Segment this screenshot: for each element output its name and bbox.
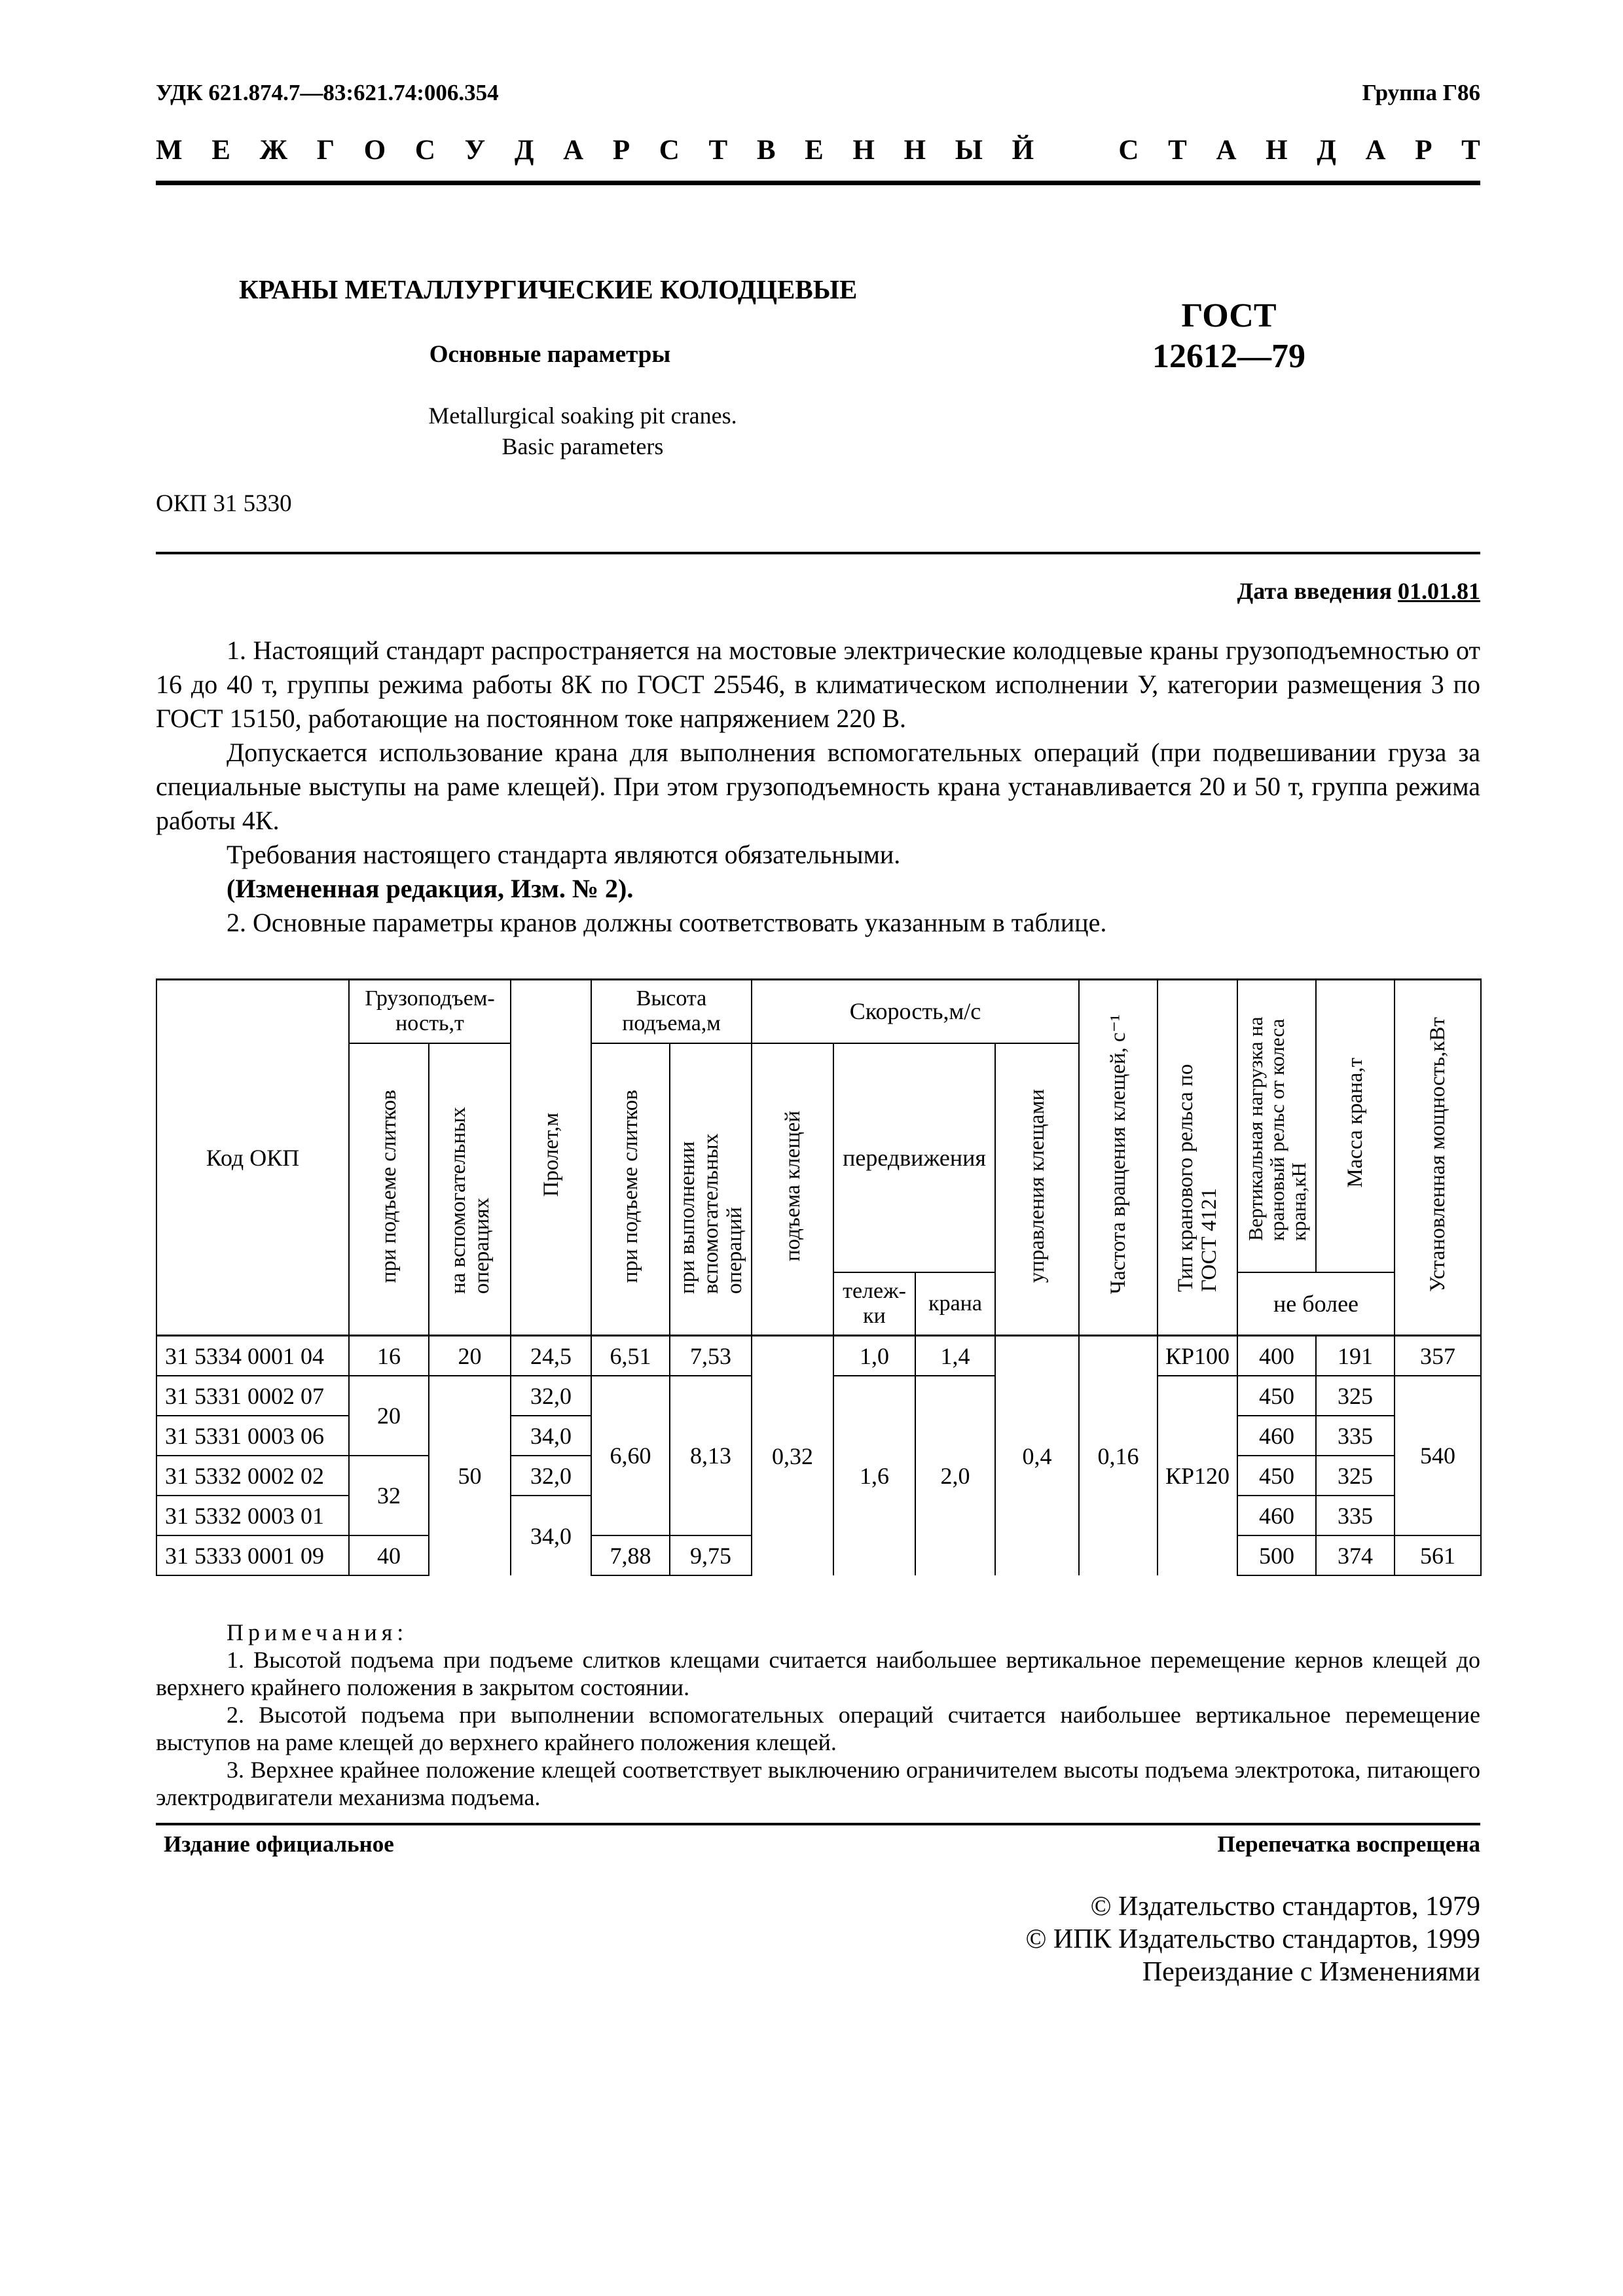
- heading-letter: Н: [852, 135, 875, 166]
- heading-letter: У: [464, 135, 486, 166]
- header-rail-text: Тип кранового рельса по ГОСТ 4121: [1174, 1064, 1222, 1292]
- cell-rail: КР100: [1158, 1336, 1237, 1376]
- header-height: Высота подъема,м: [591, 980, 752, 1043]
- header-cap-ingots: [349, 1043, 429, 1336]
- header-mass-text: Масса крана,т: [1343, 1058, 1368, 1189]
- cell-h-ingots: 7,88: [591, 1535, 670, 1575]
- header-rotation: [1079, 980, 1158, 1336]
- reprint-prohibited: Перепечатка воспрещена: [1217, 1831, 1480, 1857]
- cell-code: 31 5333 0001 09: [156, 1535, 349, 1575]
- header-cap-aux-text: на вспомогательных операциях: [446, 1107, 494, 1295]
- heading-letter: А: [563, 135, 584, 166]
- cell-s-crane: 1,4: [915, 1336, 995, 1376]
- cell-cap-ingots: 20: [349, 1376, 429, 1456]
- cell-s-crane: 2,0: [915, 1376, 995, 1575]
- header-speed: Скорость,м/с: [752, 980, 1079, 1043]
- copyright-line: © ИПК Издательство стандартов, 1999: [1025, 1924, 1480, 1954]
- cell-span: 34,0: [511, 1416, 591, 1456]
- heading-letter: Д: [1317, 135, 1336, 166]
- body-text: [156, 634, 1480, 940]
- heading-letter: Н: [903, 135, 926, 166]
- heading-letter: С: [1118, 135, 1139, 166]
- cell-cap-ingots: 32: [349, 1456, 429, 1535]
- note-item: 3. Верхнее крайнее положение клещей соответствует выключению ограничителем высоты подъема электротока, питающего электродвигатели механизма подъема.: [156, 1757, 1480, 1810]
- header-power: [1395, 980, 1481, 1336]
- cell-span: 32,0: [511, 1376, 591, 1416]
- cell-code: 31 5332 0003 01: [156, 1496, 349, 1535]
- header-s-control-text: управления клещами: [1025, 1089, 1049, 1283]
- header-s-lift-text: подъема клещей: [780, 1111, 805, 1262]
- cell-cap-ingots: 40: [349, 1535, 429, 1575]
- header-power-text: Установленная мощность,кВт: [1426, 1017, 1450, 1292]
- cell-mass: 325: [1316, 1456, 1395, 1496]
- document-title: КРАНЫ МЕТАЛЛУРГИЧЕСКИЕ КОЛОДЦЕВЫЕ: [239, 274, 858, 304]
- okp-code: ОКП 31 5330: [156, 490, 292, 517]
- english-title: [347, 401, 818, 462]
- cell-load: 460: [1237, 1416, 1316, 1456]
- cell-power: 540: [1395, 1376, 1481, 1535]
- paragraph: Допускается использование крана для выполнения вспомогательных операций (при подвешивании груза за специальные выступы на раме клещей). При этом грузоподъемность крана устанавливается 20 и 50 т, группа режима работы 4К.: [156, 738, 1480, 835]
- heading-letter: В: [756, 135, 776, 166]
- cell-h-aux: 8,13: [670, 1376, 752, 1535]
- heading-letter: Т: [1461, 135, 1480, 166]
- copyright-line: © Издательство стандартов, 1979: [1090, 1892, 1480, 1922]
- header-rotation-text: Частота вращения клещей, с⁻¹: [1106, 1014, 1131, 1295]
- header-capacity: Грузоподъем-ность,т: [349, 980, 511, 1043]
- heading-letter: М: [156, 135, 183, 166]
- cell-s-trolley: 1,6: [833, 1376, 915, 1575]
- header-s-lift: [752, 1043, 833, 1336]
- cell-code: 31 5334 0001 04: [156, 1336, 349, 1376]
- heading-letter: Н: [1266, 135, 1288, 166]
- heading-letter: Г: [316, 135, 335, 166]
- english-title-line: Metallurgical soaking pit cranes.: [428, 403, 737, 429]
- header-h-ingots: [591, 1043, 670, 1336]
- header-load-text: Вертикальная нагрузка на крановый рельс от колеса крана,кН: [1243, 1016, 1310, 1241]
- cell-load: 460: [1237, 1496, 1316, 1535]
- header-span: [511, 980, 591, 1336]
- header-s-crane: крана: [915, 1272, 995, 1336]
- notes: [156, 1619, 1480, 1811]
- cell-s-trolley: 1,0: [833, 1336, 915, 1376]
- cell-rail: КР120: [1158, 1376, 1237, 1575]
- cell-mass: 335: [1316, 1416, 1395, 1456]
- paragraph: 2. Основные параметры кранов должны соответствовать указанным в таблице.: [227, 908, 1107, 937]
- heading-letter: Ж: [259, 135, 288, 166]
- parameters-table: [156, 978, 1482, 1576]
- heading-letter: О: [363, 135, 386, 166]
- header-h-aux: [670, 1043, 752, 1336]
- official-edition: Издание официальное: [164, 1831, 394, 1857]
- udk-code: УДК 621.874.7—83:621.74:006.354: [156, 80, 499, 105]
- cell-h-ingots: 6,51: [591, 1336, 670, 1376]
- note-item: 1. Высотой подъема при подъеме слитков клещами считается наибольшее вертикальное перемещение кернов клещей до верхнего крайнего положения в закрытом состоянии.: [156, 1647, 1480, 1700]
- heading-letter: Е: [805, 135, 824, 166]
- header-h-aux-text: при выполнении вспомогательных операций: [675, 1134, 746, 1295]
- cell-code: 31 5332 0002 02: [156, 1456, 349, 1496]
- header-cap-ingots-text: при подъеме слитков: [377, 1089, 401, 1283]
- heading-letter: Т: [708, 135, 728, 166]
- heading-letter: Р: [1415, 135, 1432, 166]
- introduction-date: [1237, 577, 1481, 605]
- interstate-standard-heading: [156, 134, 1480, 166]
- cell-cap-aux: 50: [429, 1376, 511, 1575]
- cell-mass: 325: [1316, 1376, 1395, 1416]
- header-rail: [1158, 980, 1237, 1336]
- heading-letter: Й: [1012, 135, 1034, 166]
- header-max: не более: [1237, 1272, 1395, 1336]
- heading-letter: А: [1365, 135, 1386, 166]
- document-subtitle: Основные параметры: [429, 341, 671, 368]
- cell-span: 34,0: [511, 1496, 591, 1575]
- footer-rule: [156, 1823, 1480, 1825]
- paragraph: Требования настоящего стандарта являются обязательными.: [227, 840, 901, 869]
- header-rule: [156, 181, 1480, 185]
- amendment-note: (Измененная редакция, Изм. № 2).: [227, 874, 634, 903]
- cell-h-aux: 7,53: [670, 1336, 752, 1376]
- heading-letter: С: [414, 135, 435, 166]
- cell-mass: 191: [1316, 1336, 1395, 1376]
- cell-cap-ingots: 16: [349, 1336, 429, 1376]
- cell-load: 450: [1237, 1456, 1316, 1496]
- cell-h-aux: 9,75: [670, 1535, 752, 1575]
- header-mass: [1316, 980, 1395, 1272]
- heading-letter: Р: [612, 135, 630, 166]
- date-value: 01.01.81: [1398, 578, 1480, 604]
- cell-span: 32,0: [511, 1456, 591, 1496]
- reissue-note: Переиздание с Изменениями: [1142, 1957, 1480, 1987]
- cell-code: 31 5331 0003 06: [156, 1416, 349, 1456]
- cell-span: 24,5: [511, 1336, 591, 1376]
- cell-mass: 335: [1316, 1496, 1395, 1535]
- cell-power: 357: [1395, 1336, 1481, 1376]
- header-load: [1237, 980, 1316, 1272]
- cell-code: 31 5331 0002 07: [156, 1376, 349, 1416]
- cell-s-lift: 0,32: [752, 1336, 833, 1576]
- heading-letter: Т: [1168, 135, 1187, 166]
- header-cap-aux: [429, 1043, 511, 1336]
- heading-letter: Ы: [955, 135, 983, 166]
- title-rule: [156, 552, 1480, 554]
- header-s-move: передвижения: [833, 1043, 995, 1272]
- header-code: Код ОКП: [156, 980, 349, 1336]
- cell-cap-aux: 20: [429, 1336, 511, 1376]
- header-span-text: Пролет,м: [539, 1112, 563, 1197]
- group-code: Группа Г86: [1362, 80, 1480, 105]
- cell-load: 450: [1237, 1376, 1316, 1416]
- gost-code: 12612—79: [1152, 338, 1305, 375]
- heading-letter: Д: [514, 135, 534, 166]
- note-item: 2. Высотой подъема при выполнении вспомогательных операций считается наибольшее вертикальное перемещение выступов на раме клещей до верхнего крайнего положения клещей.: [156, 1702, 1480, 1755]
- heading-letter: Е: [211, 135, 230, 166]
- paragraph: 1. Настоящий стандарт распространяется на мостовые электрические колодцевые краны грузоподъемностью от 16 до 40 т, группы режима работы 8К по ГОСТ 25546, в климатическом исполнении У, категории размещения 3 по ГОСТ 15150, работающие на постоянном токе напряжением 220 В.: [156, 636, 1480, 733]
- date-label: Дата введения: [1237, 578, 1392, 604]
- header-s-trolley: тележ-ки: [833, 1272, 915, 1336]
- header-s-control: [995, 1043, 1079, 1336]
- gost-number: [1152, 296, 1305, 377]
- english-title-line: Basic parameters: [501, 433, 664, 459]
- cell-power: 561: [1395, 1535, 1481, 1575]
- cell-rotation: 0,16: [1079, 1336, 1158, 1576]
- cell-mass: 374: [1316, 1535, 1395, 1575]
- cell-load: 500: [1237, 1535, 1316, 1575]
- cell-s-control: 0,4: [995, 1336, 1079, 1576]
- cell-h-ingots: 6,60: [591, 1376, 670, 1535]
- copyright-block: [1025, 1890, 1480, 1988]
- notes-title: Примечания:: [227, 1619, 409, 1645]
- heading-letter: А: [1216, 135, 1237, 166]
- cell-load: 400: [1237, 1336, 1316, 1376]
- header-h-ingots-text: при подъеме слитков: [619, 1089, 642, 1283]
- heading-letter: С: [659, 135, 680, 166]
- gost-label: ГОСТ: [1181, 297, 1277, 334]
- heading-space: [1063, 134, 1089, 166]
